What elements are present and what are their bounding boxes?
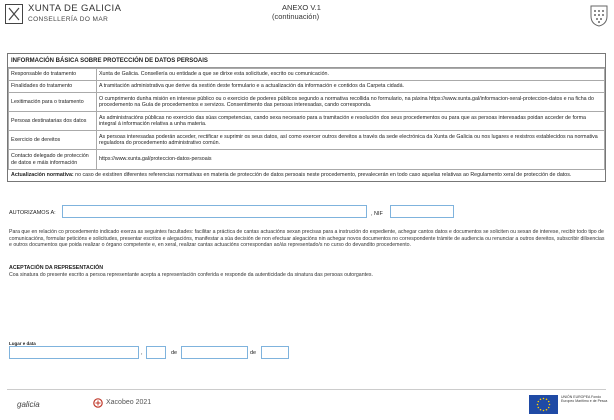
annex-title: ANEXO V.1 (282, 3, 321, 12)
annex-subtitle: (continuación) (272, 12, 320, 21)
row-label: Responsable do tratamento (9, 69, 97, 81)
year-field[interactable] (261, 346, 289, 359)
galicia-logo: galicia (17, 400, 40, 409)
brand-department: CONSELLERÍA DO MAR (28, 16, 109, 23)
row-label: Contacto delegado de protección de datos e máis información (9, 150, 97, 170)
place-comma: , (141, 350, 143, 356)
table-row (9, 69, 605, 81)
row-value: Xunta de Galicia. Consellería ou entidade a que se dirixe esta solicitude, escrito ou comunicación. (97, 69, 605, 81)
place-date-label: Lugar e data (9, 341, 36, 346)
footer-divider (7, 389, 606, 390)
acceptance-title: ACEPTACIÓN DA REPRESENTACIÓN (9, 265, 104, 271)
table-row (9, 81, 605, 93)
data-protection-rows (8, 68, 605, 170)
acceptance-text: Coa sinatura do presente escrito a persoa representante acepta a representación conferida e responde da autenticidade da sinatura das persoas outorgantes. (9, 272, 373, 278)
brand-name: XUNTA DE GALICIA (28, 3, 122, 14)
eu-fund-text: UNIÓN EUROPEA Fondo Europeo Marítimo e de Pesca (561, 395, 608, 403)
table-row (9, 131, 605, 150)
row-value: As administracións públicas no exercicio das súas competencias, cando sexa necesario para a tramitación e resolución dos seus procedementos ou para que as persoas interesadas poidan acceder de forma integral á información relativa a unha materia. (97, 112, 605, 131)
xacobeo-logo: Xacobeo 2021 (106, 399, 152, 406)
data-protection-table (7, 53, 606, 182)
table-row (9, 112, 605, 131)
row-value: As persoas interesadas poderán acceder, rectificar e suprimir os seus datos, así como exercer outros dereitos a través da sede electrónica da Xunta de Galicia ou nos lugares e rexistros establecidos na normativa reguladora do procedemento administrativo común. (97, 131, 605, 150)
month-field[interactable] (181, 346, 248, 359)
eu-flag-icon (529, 395, 558, 414)
date-de-label: de (171, 350, 178, 356)
row-label: Persoas destinatarias dos datos (9, 112, 97, 131)
place-field[interactable] (9, 346, 139, 359)
row-label: Exercicio de dereitos (9, 131, 97, 150)
galicia-crest-icon (588, 3, 610, 27)
row-value: A tramitación administrativa que derive da xestión deste formulario e a actualización da información e contidos da Carpeta cidadá. (97, 81, 605, 93)
nif-label: , NIF (371, 211, 383, 217)
normative-update (8, 170, 605, 181)
page-header (0, 0, 614, 40)
table-row (9, 93, 605, 112)
row-value: O cumprimento dunha misión en interese público ou o exercicio de poderes públicos segundo a normativa recollida no formulario, na páxina https://www.xunta.gal/informacion-xeral-proteccion-datos e na ficha do procedemento na Guía de procedementos e servizos. Consentimento das persoas interesadas, cando corresponda. (97, 93, 605, 112)
row-value: https://www.xunta.gal/proteccion-datos-persoais (97, 150, 605, 170)
normative-label: Actualización normativa: (11, 172, 74, 178)
row-label: Lexitimación para o tratamento (9, 93, 97, 112)
xunta-logo-icon (5, 4, 23, 24)
row-label: Finalidades do tratamento (9, 81, 97, 93)
table-row (9, 150, 605, 170)
faculties-paragraph: Para que en relación co procedemento indicado exerza as seguintes facultades: facilitar a práctica de cantas actuacións sexan precisas para a instrución do expediente, achegar cantos datos e documentos se soliciten ou sexan de interese, recibir todo tipo de comunicacións, formular peticións e solicitudes, presentar escritos e alegacións, manifestar a súa decisión de non efectuar alegacións nin achegar novos documentos no correspondente trámite de audiencia ou renunciar a outros dereitos, subscribir dilixencias e outros documentos que poida realizar o órgano competente e, en xeral, realizar cantas actuacións correspondan ao/ás representado/s no curso do devandito procedemento. (9, 229, 605, 249)
normative-text: no caso de existiren diferentes referencias normativas en materia de protección de datos persoais neste procedemento, prevalecerán en todo caso aquelas relativas ao Regulamento xeral de protección de datos. (73, 172, 572, 178)
data-protection-title: INFORMACIÓN BÁSICA SOBRE PROTECCIÓN DE DATOS PERSOAIS (8, 54, 605, 68)
day-field[interactable] (146, 346, 166, 359)
authorized-person-field[interactable] (62, 205, 367, 218)
xacobeo-icon (93, 398, 103, 408)
authorize-label: AUTORIZAMOS A: (9, 210, 56, 216)
date-de-label: de (250, 350, 257, 356)
nif-field[interactable] (390, 205, 454, 218)
